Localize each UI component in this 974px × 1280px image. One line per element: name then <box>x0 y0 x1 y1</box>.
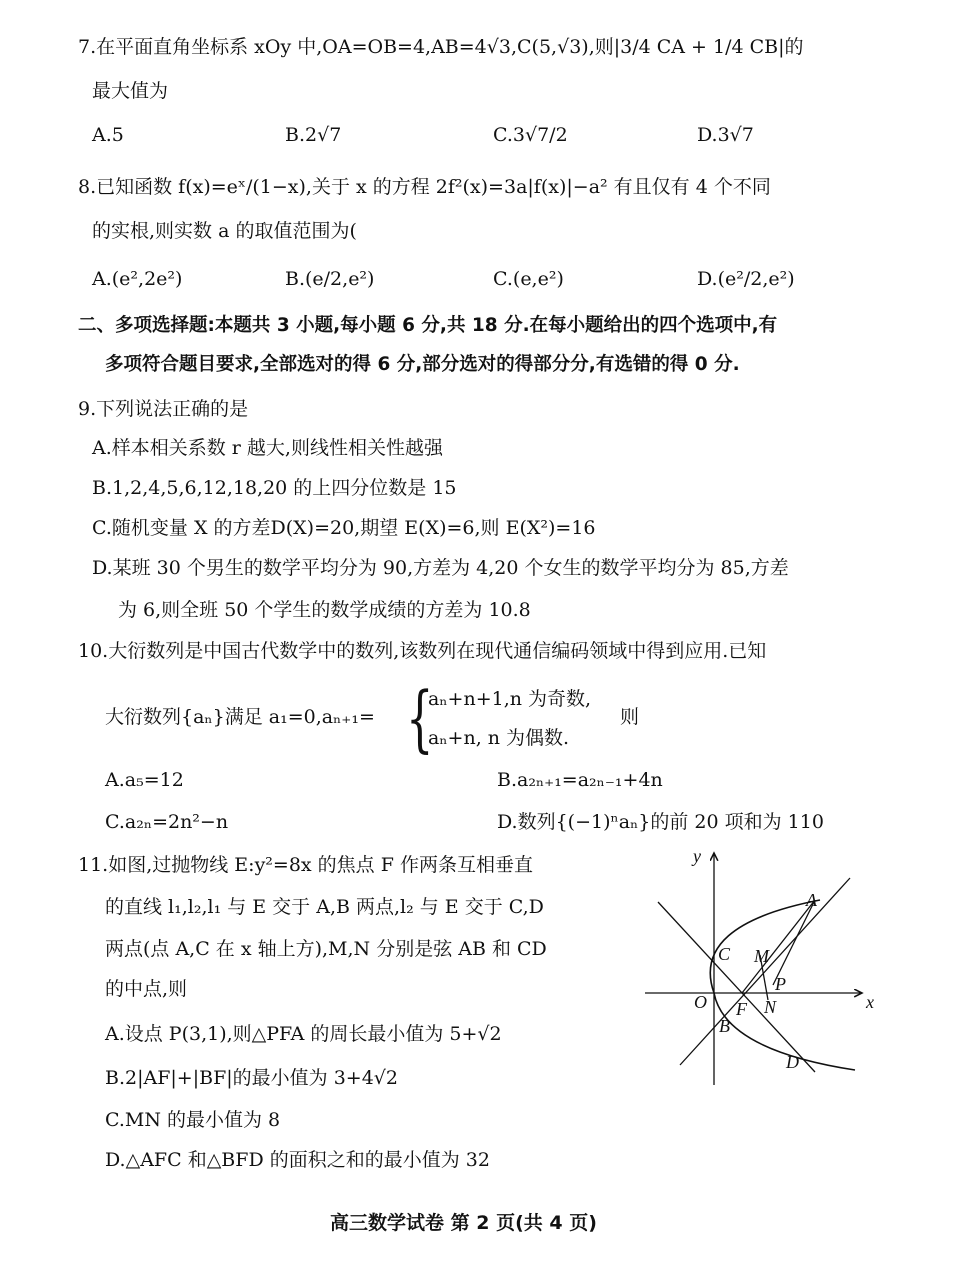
q9-stem: 9.下列说法正确的是 <box>78 398 249 420</box>
q7-option-c: C.3√7/2 <box>493 124 568 146</box>
q11-option-d: D.△AFC 和△BFD 的面积之和的最小值为 32 <box>105 1149 490 1171</box>
q9-option-d-line-2: 为 6,则全班 50 个学生的数学成绩的方差为 10.8 <box>118 599 531 621</box>
piecewise-brace: { <box>406 676 434 760</box>
label-p: P <box>775 974 786 994</box>
q8-stem-line-1: 8.已知函数 f(x)=eˣ/(1−x),关于 x 的方程 2f²(x)=3a|f(x)|−a² 有且仅有 4 个不同 <box>78 176 771 198</box>
q10-case-1: aₙ+n+1,n 为奇数, <box>428 688 592 710</box>
q10-case-2: aₙ+n, n 为偶数. <box>428 727 570 749</box>
q7-stem-line-2: 最大值为 <box>92 80 169 102</box>
label-o: O <box>694 992 707 1012</box>
q10-option-d: D.数列{(−1)ⁿaₙ}的前 20 项和为 110 <box>497 811 824 833</box>
q8-option-d: D.(e²/2,e²) <box>697 268 795 290</box>
q11-stem-line-2: 的直线 l₁,l₂,l₁ 与 E 交于 A,B 两点,l₂ 与 E 交于 C,D <box>105 896 544 918</box>
q10-option-a: A.a₅=12 <box>105 769 184 791</box>
q7-stem-line-1: 7.在平面直角坐标系 xOy 中,OA=OB=4,AB=4√3,C(5,√3),则|3/4 CA + 1/4 CB|的 <box>78 36 804 58</box>
q11-stem-line-1: 11.如图,过抛物线 E:y²=8x 的焦点 F 作两条互相垂直 <box>78 854 533 876</box>
label-f: F <box>736 999 747 1019</box>
line-l2 <box>658 902 815 1072</box>
segment-a-p <box>773 900 815 985</box>
q8-option-b: B.(e/2,e²) <box>285 268 375 290</box>
label-y: y <box>693 846 701 866</box>
q10-stem-line-2-left: 大衍数列{aₙ}满足 a₁=0,aₙ₊₁= <box>105 706 375 728</box>
q10-stem-line-2-right: 则 <box>620 706 640 728</box>
q10-stem-line-1: 10.大衍数列是中国古代数学中的数列,该数列在现代通信编码领域中得到应用.已知 <box>78 640 767 662</box>
section-2-heading-line-1: 二、多项选择题:本题共 3 小题,每小题 6 分,共 18 分.在每小题给出的四个选项中,有 <box>78 315 778 336</box>
q7-option-a: A.5 <box>92 124 124 146</box>
q7-option-b: B.2√7 <box>285 124 342 146</box>
q11-option-b: B.2|AF|+|BF|的最小值为 3+4√2 <box>105 1067 398 1089</box>
label-m: M <box>754 946 769 966</box>
page-footer: 高三数学试卷 第 2 页(共 4 页) <box>330 1212 597 1234</box>
label-x: x <box>866 992 874 1012</box>
q10-option-b: B.a₂ₙ₊₁=a₂ₙ₋₁+4n <box>497 769 663 791</box>
q9-option-a: A.样本相关系数 r 越大,则线性相关性越强 <box>92 437 443 459</box>
label-c: C <box>718 944 731 964</box>
q8-option-a: A.(e²,2e²) <box>92 268 183 290</box>
section-2-heading-line-2: 多项符合题目要求,全部选对的得 6 分,部分选对的得部分分,有选错的得 0 分. <box>105 354 740 375</box>
label-b: B <box>719 1016 730 1036</box>
q10-option-c: C.a₂ₙ=2n²−n <box>105 811 229 833</box>
q8-stem-line-2: 的实根,则实数 a 的取值范围为( <box>92 220 357 242</box>
q11-stem-line-3: 两点(点 A,C 在 x 轴上方),M,N 分别是弦 AB 和 CD <box>105 938 547 960</box>
label-a: A <box>806 890 817 910</box>
q8-option-c: C.(e,e²) <box>493 268 564 290</box>
q9-option-b: B.1,2,4,5,6,12,18,20 的上四分位数是 15 <box>92 477 457 499</box>
label-d: D <box>786 1052 799 1072</box>
q11-stem-line-4: 的中点,则 <box>105 978 188 1000</box>
q7-option-d: D.3√7 <box>697 124 754 146</box>
q11-option-c: C.MN 的最小值为 8 <box>105 1109 281 1131</box>
q11-option-a: A.设点 P(3,1),则△PFA 的周长最小值为 5+√2 <box>105 1023 502 1045</box>
parabola-figure <box>640 840 880 1090</box>
q9-option-d-line-1: D.某班 30 个男生的数学平均分为 90,方差为 4,20 个女生的数学平均分为 85,方差 <box>92 557 789 579</box>
line-l1 <box>680 878 850 1065</box>
q9-option-c: C.随机变量 X 的方差D(X)=20,期望 E(X)=6,则 E(X²)=16 <box>92 517 596 539</box>
label-n: N <box>764 997 777 1017</box>
